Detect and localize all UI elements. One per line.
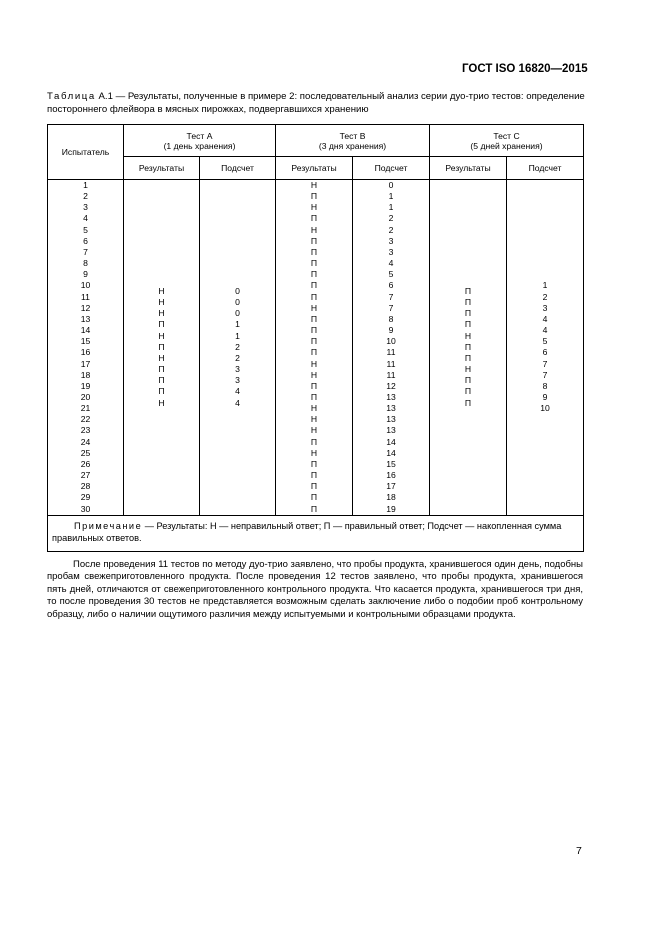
test-b-results-header: Результаты <box>276 157 353 180</box>
test-b-count-cell: 1 <box>388 191 394 202</box>
test-a-results-header: Результаты <box>124 157 200 180</box>
test-b-results-column <box>276 180 353 516</box>
tester-cell: 19 <box>80 380 91 391</box>
test-c-results-column <box>430 180 507 516</box>
test-b-count-cell: 9 <box>388 325 394 336</box>
test-a-count-column <box>200 180 276 516</box>
test-b-count-cell: 11 <box>386 358 396 369</box>
tester-cell: 7 <box>83 246 88 257</box>
tester-cell: 1 <box>83 180 88 190</box>
test-b-results-cell: П <box>310 481 318 492</box>
test-b-count-cell: 10 <box>386 336 396 347</box>
test-c-results-cell: П <box>464 386 472 397</box>
test-c-results-cell: П <box>464 285 472 296</box>
test-a-results-cell: П <box>158 319 165 330</box>
test-c-count-cell: 3 <box>542 302 548 313</box>
tester-cell: 25 <box>80 447 91 458</box>
test-c-count-cell: 5 <box>542 336 548 347</box>
test-a-count-cell: 2 <box>235 341 240 352</box>
test-a-results-cell: Н <box>158 352 165 363</box>
test-b-count-cell: 0 <box>388 180 394 190</box>
test-a-count-header: Подсчет <box>200 157 276 180</box>
test-b-results-cell: П <box>310 436 318 447</box>
test-a-results-cell: П <box>158 364 165 375</box>
test-a-count-cell: 1 <box>235 319 240 330</box>
test-b-count-cell: 14 <box>386 447 396 458</box>
tester-cell: 26 <box>80 458 91 469</box>
test-b-results-cell: Н <box>310 425 318 436</box>
caption-text: А.1 — Результаты, полученные в примере 2: последовательный анализ серии дуо-трио тестов: определение постороннего флейвора в мясных пирожках, подвергавшихся хранению <box>47 91 585 115</box>
test-a-count-cell: 4 <box>235 397 240 408</box>
test-b-count-cell: 13 <box>386 414 396 425</box>
test-b-results-cell: П <box>310 391 318 402</box>
tester-cell: 29 <box>80 492 91 503</box>
test-b-results-cell: П <box>310 336 318 347</box>
test-b-results-cell: П <box>310 235 318 246</box>
test-c-count-cell: 4 <box>542 313 548 324</box>
tester-cell: 12 <box>80 302 91 313</box>
test-a-results-cell: П <box>158 341 165 352</box>
table-note <box>48 515 584 551</box>
test-c-count-cell: 2 <box>542 291 548 302</box>
test-b-count-cell: 2 <box>388 224 394 235</box>
test-b-count-cell: 8 <box>388 313 394 324</box>
test-b-count-cell: 6 <box>388 280 394 291</box>
test-b-results-cell: П <box>310 470 318 481</box>
test-a-results-cell: Н <box>158 330 165 341</box>
test-b-results-cell: П <box>310 291 318 302</box>
test-a-results-cell: П <box>158 386 165 397</box>
test-a-results-cell: П <box>158 375 165 386</box>
tester-cell: 23 <box>80 425 91 436</box>
test-c-count-cell: 10 <box>540 403 550 414</box>
test-c-results-cell: П <box>464 397 472 408</box>
test-b-results-cell: П <box>310 458 318 469</box>
tester-cell: 14 <box>80 325 91 336</box>
test-c-count-cell: 8 <box>542 380 548 391</box>
test-c-results-cell: Н <box>464 330 472 341</box>
test-b-count-cell: 13 <box>386 425 396 436</box>
test-b-results-cell: П <box>310 269 318 280</box>
test-c-results-cell: П <box>464 352 472 363</box>
test-c-name: Тест С <box>493 130 520 141</box>
test-c-results-cell: П <box>464 319 472 330</box>
test-b-count-cell: 7 <box>388 291 394 302</box>
results-table <box>47 124 584 552</box>
test-b-count-cell: 3 <box>388 246 394 257</box>
test-b-count-cell: 1 <box>388 202 394 213</box>
test-b-count-cell: 14 <box>386 436 396 447</box>
tester-cell: 17 <box>80 358 91 369</box>
test-b-count-cell: 11 <box>386 347 396 358</box>
test-b-count-cell: 18 <box>386 492 396 503</box>
note-label: Примечание <box>74 520 143 531</box>
test-b-storage: (3 дня хранения) <box>318 140 387 151</box>
tester-cell: 11 <box>81 291 90 302</box>
test-a-count-cell: 3 <box>235 364 240 375</box>
test-b-results-cell: П <box>310 246 318 257</box>
test-a-name: Тест А <box>186 130 213 141</box>
test-c-results-cell: П <box>464 297 472 308</box>
test-c-results-cell: П <box>464 341 472 352</box>
test-b-count-header: Подсчет <box>353 157 430 180</box>
test-c-count-cell: 4 <box>542 325 548 336</box>
test-c-count-header: Подсчет <box>507 157 584 180</box>
test-b-results-cell: П <box>310 280 318 291</box>
test-a-results-cell: Н <box>158 285 165 296</box>
test-b-count-cell: 12 <box>386 380 396 391</box>
test-b-count-cell: 19 <box>386 503 396 514</box>
test-b-count-cell: 15 <box>386 458 396 469</box>
test-a-count-cell: 0 <box>235 297 240 308</box>
test-b-results-cell: Н <box>310 180 318 190</box>
tester-cell: 21 <box>80 403 91 414</box>
test-b-count-cell: 16 <box>386 470 396 481</box>
test-a-results-column <box>124 180 200 516</box>
test-c-count-cell: 7 <box>542 369 548 380</box>
tester-cell: 2 <box>83 191 88 202</box>
test-c-results-header: Результаты <box>430 157 507 180</box>
tester-cell: 30 <box>80 503 91 514</box>
test-a-count-cell: 3 <box>235 375 240 386</box>
tester-column <box>48 180 124 516</box>
test-b-results-cell: Н <box>310 447 318 458</box>
tester-cell: 10 <box>80 280 91 291</box>
tester-cell: 28 <box>80 481 91 492</box>
tester-cell: 13 <box>80 313 91 324</box>
tester-cell: 16 <box>80 347 91 358</box>
test-b-results-cell: Н <box>310 414 318 425</box>
tester-cell: 15 <box>80 336 91 347</box>
test-c-count-cell: 6 <box>542 347 548 358</box>
test-b-results-cell: Н <box>310 358 318 369</box>
test-c-results-cell: Н <box>464 364 472 375</box>
test-b-results-cell: Н <box>310 202 318 213</box>
test-b-results-cell: П <box>310 347 318 358</box>
test-b-count-column <box>353 180 430 516</box>
test-b-count-cell: 17 <box>386 481 396 492</box>
note-text: — Результаты: Н — неправильный ответ; П — правильный ответ; Подсчет — накопленная сумма правильных ответов. <box>52 520 562 544</box>
tester-cell: 3 <box>83 202 88 213</box>
test-b-results-cell: П <box>310 191 318 202</box>
page-number: 7 <box>576 845 582 857</box>
test-c-storage: (5 дней хранения) <box>470 140 543 151</box>
test-c-count-cell: 9 <box>542 391 548 402</box>
test-b-results-cell: П <box>310 380 318 391</box>
test-b-count-cell: 13 <box>386 403 396 414</box>
test-b-count-cell: 2 <box>388 213 394 224</box>
document-id: ГОСТ ISO 16820—2015 <box>462 63 588 75</box>
table-caption <box>47 91 585 116</box>
test-b-results-cell: Н <box>310 369 318 380</box>
test-a-results-cell: Н <box>158 397 165 408</box>
tester-cell: 9 <box>83 269 88 280</box>
tester-cell: 20 <box>80 391 91 402</box>
test-a-count-cell: 2 <box>235 352 240 363</box>
body-paragraph: После проведения 11 тестов по методу дуо-трио заявлено, что пробы продукта, хранившегося один день, подобны пробам свежеприготовленного продукта. После проведения 12 тестов заявлено, что пробы продукта, хранившегося пять дней, отличаются от свежеприготовленного контрольного продукта. Что касается продукта, хранившегося три дня, то после проведения 30 тестов не представляется возможным сделать заключение либо о подобии проб контрольному образцу, либо о наличии ощутимого различия между испытуемыми и контрольными образцами продукта. <box>47 559 583 620</box>
tester-cell: 5 <box>83 224 88 235</box>
test-a-count-cell: 1 <box>235 330 240 341</box>
test-b-name: Тест В <box>339 130 366 141</box>
test-b-results-cell: П <box>310 503 318 514</box>
test-c-count-cell: 1 <box>542 280 548 291</box>
test-b-results-cell: П <box>310 325 318 336</box>
test-b-results-cell: П <box>310 258 318 269</box>
test-a-storage: (1 день хранения) <box>163 140 236 151</box>
tester-cell: 27 <box>80 470 91 481</box>
test-b-header <box>276 125 430 157</box>
tester-cell: 24 <box>80 436 91 447</box>
test-b-count-cell: 7 <box>388 302 394 313</box>
test-b-results-cell: Н <box>310 403 318 414</box>
test-b-count-cell: 5 <box>388 269 394 280</box>
test-a-count-cell: 0 <box>235 285 240 296</box>
test-b-results-cell: Н <box>310 302 318 313</box>
test-a-count-cell: 4 <box>235 386 240 397</box>
test-a-header <box>124 125 276 157</box>
test-b-results-cell: Н <box>310 224 318 235</box>
test-a-count-cell: 0 <box>235 308 240 319</box>
test-b-results-cell: П <box>310 492 318 503</box>
test-c-results-cell: П <box>464 375 472 386</box>
test-b-count-cell: 11 <box>386 369 396 380</box>
test-b-results-cell: П <box>310 213 318 224</box>
test-a-results-cell: Н <box>158 308 165 319</box>
tester-cell: 8 <box>83 258 88 269</box>
test-c-count-cell: 7 <box>542 358 548 369</box>
caption-label: Таблица <box>47 91 96 102</box>
tester-header: Испытатель <box>48 125 124 180</box>
test-c-results-cell: П <box>464 308 472 319</box>
tester-cell: 22 <box>80 414 91 425</box>
test-a-results-cell: Н <box>158 297 165 308</box>
test-c-count-column <box>507 180 584 516</box>
test-b-count-cell: 4 <box>388 258 394 269</box>
tester-cell: 6 <box>83 235 88 246</box>
tester-cell: 18 <box>80 369 91 380</box>
test-b-count-cell: 13 <box>386 391 396 402</box>
test-c-header <box>430 125 584 157</box>
tester-cell: 4 <box>83 213 88 224</box>
test-b-count-cell: 3 <box>388 235 394 246</box>
test-b-results-cell: П <box>310 313 318 324</box>
